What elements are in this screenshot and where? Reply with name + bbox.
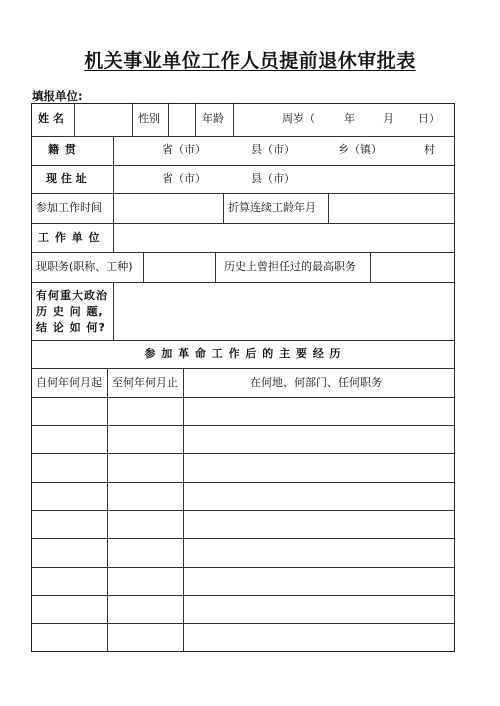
birth-day-label: 日） bbox=[418, 112, 440, 125]
converted-seniority-field[interactable] bbox=[329, 194, 454, 222]
col-divider bbox=[223, 193, 224, 223]
table-row[interactable] bbox=[32, 539, 454, 566]
row-divider bbox=[31, 340, 455, 341]
work-history-section-title: 参 加 革 命 工 作 后 的 主 要 经 历 bbox=[144, 347, 342, 360]
current-position-field[interactable] bbox=[144, 253, 214, 281]
converted-seniority-label: 折算连续工龄年月 bbox=[228, 201, 316, 214]
native-province-label: 省（市） bbox=[162, 143, 206, 156]
history-col-end: 至何年何月止 bbox=[112, 376, 178, 389]
work-unit-field[interactable] bbox=[114, 224, 454, 251]
row-divider bbox=[31, 368, 455, 369]
native-county-label: 县（市） bbox=[251, 143, 295, 156]
table-row[interactable] bbox=[32, 426, 454, 452]
political-history-field[interactable] bbox=[114, 283, 454, 339]
work-unit-label: 工 作 单 位 bbox=[38, 231, 101, 244]
gender-label: 性别 bbox=[138, 112, 160, 125]
join-date-label: 参加工作时间 bbox=[36, 201, 102, 214]
col-divider bbox=[132, 103, 133, 136]
age-label: 年龄 bbox=[202, 112, 224, 125]
unit-label: 填报单位: bbox=[32, 89, 83, 103]
highest-position-label: 历史上曾担任过的最高职务 bbox=[224, 260, 356, 273]
col-divider bbox=[215, 252, 216, 282]
birth-year-label: 年 bbox=[344, 112, 355, 125]
table-row[interactable] bbox=[32, 483, 454, 509]
col-divider bbox=[195, 103, 196, 136]
form-title: 机关事业单位工作人员提前退休审批表 bbox=[84, 50, 416, 72]
table-row[interactable] bbox=[32, 624, 454, 651]
native-place-label: 籍 贯 bbox=[48, 143, 77, 156]
highest-position-field[interactable] bbox=[371, 253, 454, 281]
table-row[interactable] bbox=[32, 596, 454, 622]
address-county-label: 县（市） bbox=[251, 172, 295, 185]
history-col-place: 在何地、何部门、任何职务 bbox=[250, 376, 382, 389]
gender-field[interactable] bbox=[169, 104, 194, 135]
table-row[interactable] bbox=[32, 454, 454, 481]
history-col-start: 自何年何月起 bbox=[36, 376, 102, 389]
current-position-label: 现职务(职称、工种) bbox=[36, 260, 133, 273]
table-row[interactable] bbox=[32, 511, 454, 537]
name-field[interactable] bbox=[75, 104, 131, 135]
age-suffix: 周岁（ bbox=[282, 112, 315, 125]
table-row[interactable] bbox=[32, 398, 454, 424]
birth-month-label: 月 bbox=[383, 112, 394, 125]
table-row[interactable] bbox=[32, 568, 454, 594]
address-label: 现 住 址 bbox=[46, 172, 87, 185]
join-date-field[interactable] bbox=[114, 194, 222, 222]
name-label: 姓 名 bbox=[38, 112, 64, 125]
address-province-label: 省（市） bbox=[162, 172, 206, 185]
political-history-label: 有何重大政治历 史 问 题, 结 论 如 何? bbox=[36, 289, 108, 334]
native-township-label: 乡（镇） bbox=[338, 143, 382, 156]
native-village-label: 村 bbox=[424, 143, 435, 156]
